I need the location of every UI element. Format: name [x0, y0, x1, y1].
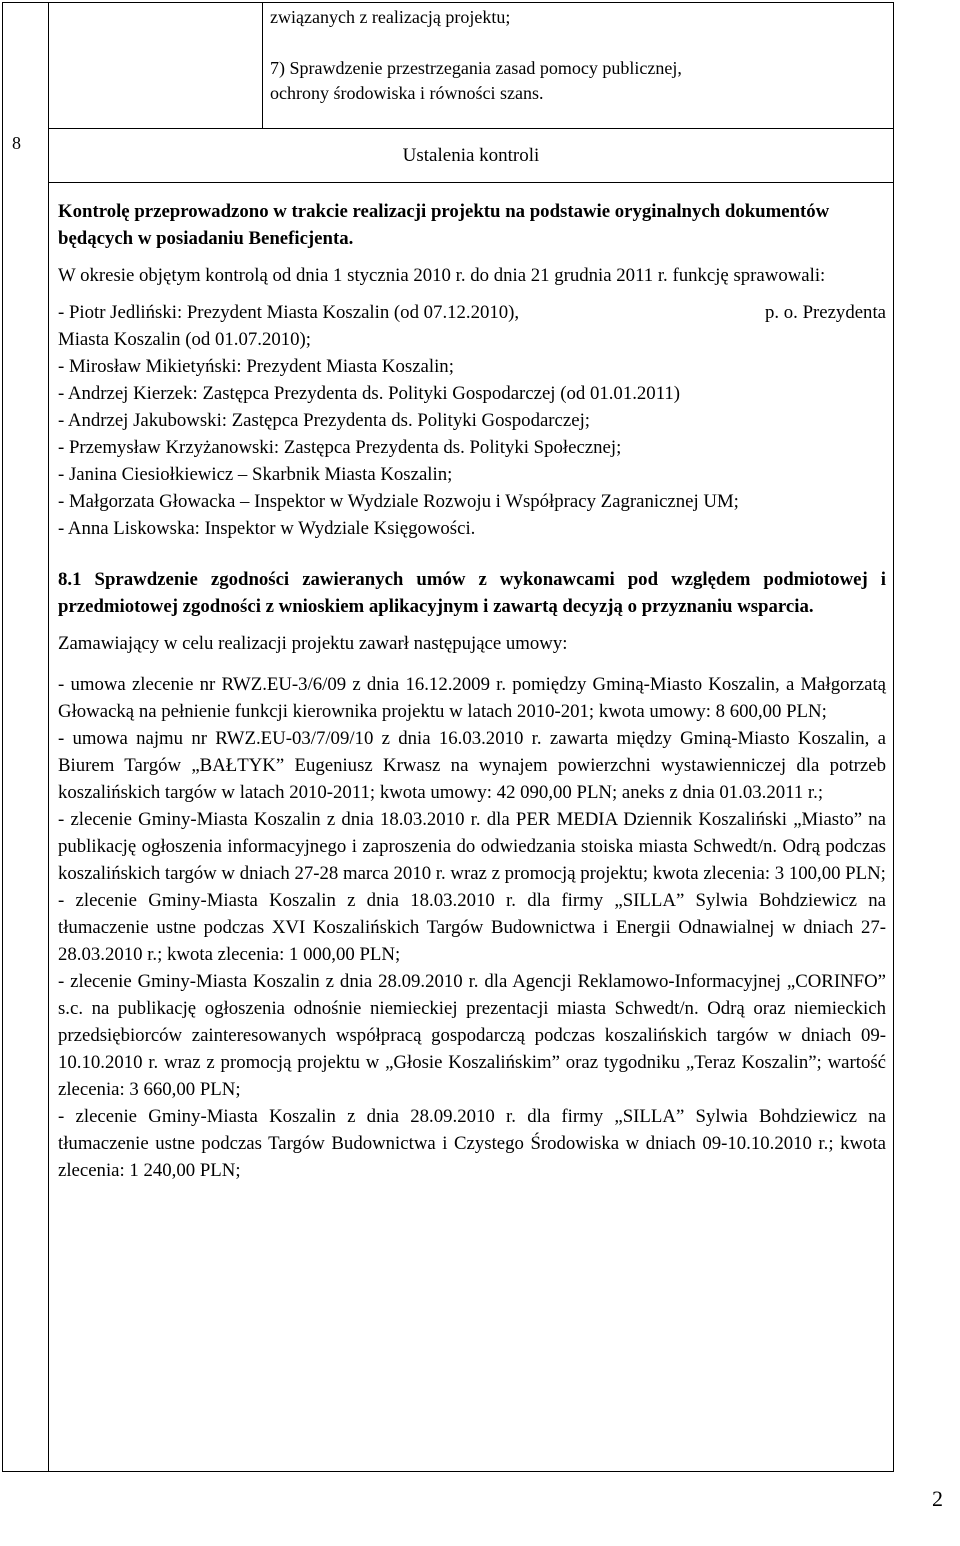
page-number: 2: [932, 1486, 943, 1511]
contract-item: - zlecenie Gminy-Miasta Koszalin z dnia 18.03.2010 r. dla PER MEDIA Dziennik Koszaliński „Miasto” na publikację ogłoszenia informacyjnego i zaproszenia do odwiedzania stoiska miasta Schwedt/n. Odrą podczas koszalińskich targów w dniach 27-28 marca 2010 r. wraz z promocją projektu; kwota zlecenia: 3 100,00 PLN;: [58, 809, 886, 884]
previous-cell-text: [270, 5, 880, 106]
contract-item: - umowa zlecenie nr RWZ.EU-3/6/09 z dnia 16.12.2009 r. pomiędzy Gminą-Miasto Koszalin, a Małgorzatą Głowacką na pełnienie funkcji kierownika projektu w latach 2010-201; kwota umowy: 8 600,00 PLN;: [58, 674, 886, 722]
person-line: - Anna Liskowska: Inspektor w Wydziale Księgowości.: [58, 518, 476, 539]
person-line: - Mirosław Mikietyński: Prezydent Miasta Koszalin;: [58, 356, 454, 377]
person-line: - Andrzej Jakubowski: Zastępca Prezydenta ds. Polityki Gospodarczej;: [58, 410, 591, 431]
person-line: - Janina Ciesiołkiewicz – Skarbnik Miasta Koszalin;: [58, 464, 453, 485]
table-column-divider: [48, 2, 49, 1472]
person-line: - Małgorzata Głowacka – Inspektor w Wydziale Rozwoju i Współpracy Zagranicznej UM;: [58, 491, 739, 512]
section-title: Ustalenia kontroli: [402, 145, 540, 166]
table-inner-divider: [262, 2, 263, 129]
table-row-divider: [48, 128, 894, 129]
prev-line: związanych z realizacją projektu;: [270, 7, 511, 27]
prev-line: ochrony środowiska i równości szans.: [270, 83, 544, 103]
person-line: Miasta Koszalin (od 01.07.2010);: [58, 329, 311, 350]
spacer: [270, 30, 880, 56]
person-line: - Przemysław Krzyżanowski: Zastępca Prezydenta ds. Polityki Społecznej;: [58, 437, 622, 458]
person-line: [58, 299, 886, 326]
contract-item: - zlecenie Gminy-Miasta Koszalin z dnia 18.03.2010 r. dla firmy „SILLA” Sylwia Bohdziewicz na tłumaczenie ustne podczas XVI Koszalińskich Targów Budownictwa i Energii Odnawialnej w dniach 27-28.03.2010 r.; kwota zlecenia: 1 000,00 PLN;: [58, 890, 886, 965]
table-header-divider: [48, 182, 894, 183]
contract-item: - zlecenie Gminy-Miasta Koszalin z dnia 28.09.2010 r. dla firmy „SILLA” Sylwia Bohdziewicz na tłumaczenie ustne podczas Targów Budownictwa i Czystego Środowiska w dniach 09-10.10.2010 r.; kwota zlecenia: 1 240,00 PLN;: [58, 1106, 886, 1181]
contract-item: - umowa najmu nr RWZ.EU-03/7/09/10 z dnia 16.03.2010 r. zawarta między Gminą-Miasto Koszalin, a Biurem Targów „BAŁTYK” Eugeniusz Krwasz na wynajem powierzchni wystawienniczej dla potrzeb koszalińskich targów w latach 2010-2011; kwota umowy: 42 090,00 PLN; aneks z dnia 01.03.2011 r.;: [58, 728, 886, 803]
subsection-heading: 8.1 Sprawdzenie zgodności zawieranych umów z wykonawcami pod względem podmiotowej i przedmiotowej zgodności z wnioskiem aplikacyjnym i zawartą decyzją o przyznaniu wsparcia.: [58, 569, 886, 617]
intro-paragraph: Kontrolę przeprowadzono w trakcie realizacji projektu na podstawie oryginalnych dokumentów będących w posiadaniu Beneficjenta.: [58, 201, 830, 249]
section-content: [58, 198, 886, 1184]
contract-item: - zlecenie Gminy-Miasta Koszalin z dnia 28.09.2010 r. dla Agencji Reklamowo-Informacyjnej „CORINFO” s.c. na publikację ogłoszenia odnośnie niemieckiej prezentacji miasta Schwedt/n. Odrą oraz niemieckich przedsiębiorców zainteresowanych współpracą gospodarczą podczas koszalińskich targów w dniach 09-10.10.2010 r. wraz z promocją projektu w „Głosie Koszalińskim” oraz tygodniku „Teraz Koszalin”; wartość zlecenia: 3 660,00 PLN;: [58, 971, 886, 1100]
period-paragraph: W okresie objętym kontrolą od dnia 1 stycznia 2010 r. do dnia 21 grudnia 2011 r. funkcję sprawowali:: [58, 265, 826, 286]
row-number: 8: [12, 133, 21, 153]
prev-line: 7) Sprawdzenie przestrzegania zasad pomocy publicznej,: [270, 58, 682, 78]
person-line: - Andrzej Kierzek: Zastępca Prezydenta ds. Polityki Gospodarczej (od 01.01.2011): [58, 383, 681, 404]
person-text: p. o. Prezydenta: [765, 302, 886, 323]
person-text: - Piotr Jedliński: Prezydent Miasta Koszalin (od 07.12.2010),: [58, 302, 520, 323]
contracts-intro: Zamawiający w celu realizacji projektu zawarł następujące umowy:: [58, 633, 568, 654]
